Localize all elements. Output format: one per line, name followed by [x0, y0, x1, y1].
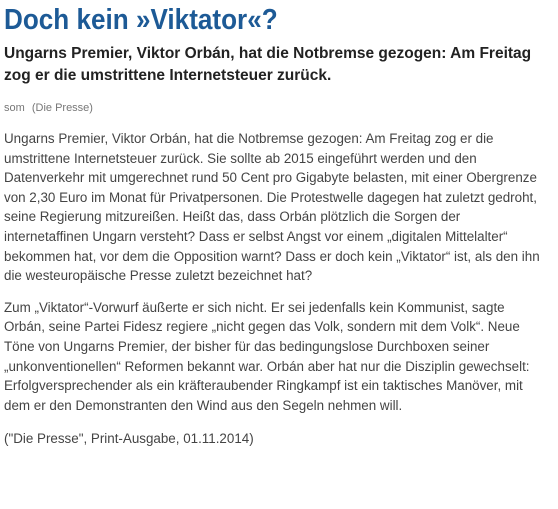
article-lead: Ungarns Premier, Viktor Orbán, hat die Notbremse gezogen: Am Freitag zog er die umstrittene Internetsteuer zurück.: [4, 45, 532, 84]
article-headline: Doch kein »Viktator«?: [4, 4, 278, 36]
author-name: som: [4, 102, 25, 114]
article: [4, 0, 544, 461]
article-body: [4, 129, 544, 449]
print-source-note: ("Die Presse", Print-Ausgabe, 01.11.2014): [4, 431, 254, 447]
byline: [4, 101, 544, 115]
byline-source: (Die Presse): [31, 102, 93, 114]
body-paragraph: Ungarns Premier, Viktor Orbán, hat die Notbremse gezogen: Am Freitag zog er die umstrittene Internetsteuer zurück. Sie sollte ab 2015 eingeführt werden und den Datenverkehr mit umgerechnet rund 50 Cent pro Gigabyte belasten, mit einer Obergrenze von 2,30 Euro im Monat für Privatpersonen. Die Protestwelle dagegen hat zuletzt gedroht, seine Regierung mitzureißen. Heißt das, dass Orbán plötzlich die Sorgen der internetaffinen Ungarn versteht? Dass er selbst Angst vor einem „digitalen Mittelalter“ bekommen hat, vor dem die Opposition warnt? Dass er doch kein „Viktator“ ist, als den ihn die westeuropäische Presse zuletzt bezeichnet hat?: [4, 131, 540, 284]
body-paragraph: Zum „Viktator“-Vorwurf äußerte er sich nicht. Er sei jedenfalls kein Kommunist, sagte Orbán, seine Partei Fidesz regiere „nicht gegen das Volk, sondern mit dem Volk“. Neue Töne von Ungarns Premier, der bisher für das bedingungslose Durchboxen seiner „unkonventionellen“ Reformen bekannt war. Orbán aber hat nur die Disziplin gewechselt: Erfolgversprechender als ein kräfteraubender Ringkampf ist ein taktisches Manöver, mit dem er den Demonstranten den Wind aus den Segeln nehmen will.: [4, 299, 530, 413]
